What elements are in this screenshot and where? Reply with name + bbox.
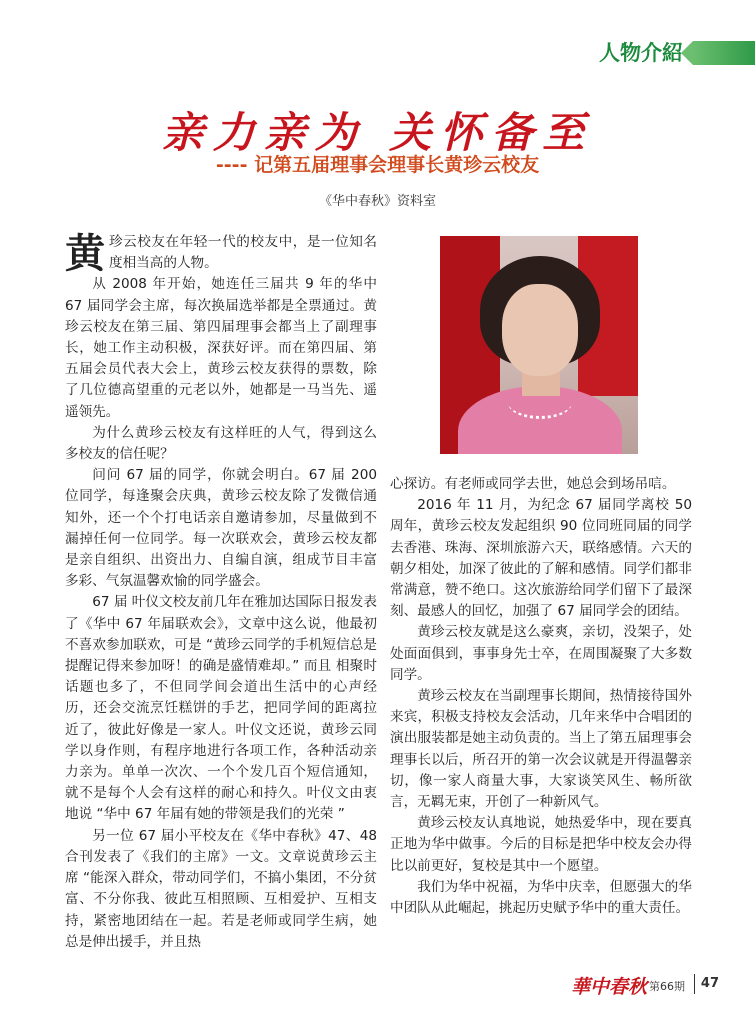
magazine-logo: 華中春秋: [570, 976, 647, 998]
article-column-left: [65, 232, 377, 953]
paragraph: 黄珍云校友就是这么豪爽，亲切，没架子，处处面面俱到，事事身先士卒，在周围凝聚了大多数同学。: [390, 624, 692, 683]
paragraph: 黄珍云校友在年轻一代的校友中，是一位知名度相当高的人物。: [65, 230, 377, 277]
issue-number: 第66期: [649, 980, 685, 993]
section-header: [505, 38, 755, 68]
footer-divider: [694, 974, 695, 994]
paragraph: 心探访。有老师或同学去世，她总会到场吊唁。: [390, 476, 676, 492]
paragraph: 67 届 叶仪文校友前几年在雅加达国际日报发表了《华中 67 年届联欢会》，文章中这么说，他最初不喜欢参加联欢，可是 “黄珍云同学的手机短信总是提醒记得来参加呀！的确是盛情难却。” 而且 相聚时话题也多了，不但同学间会道出生活中的心声经历，还会交流烹饪糕饼的手艺，把同学间的距离拉近了，彼此好像是一家人。叶仪文还说，黄珍云同学以身作则，有程序地进行各项工作，各种活动亲力亲为。单单一次次、一个个发几百个短信通知，就不是每个人会有这样的耐心和持久。叶仪文由衷地说 “华中 67 年届有她的带领是我们的光荣 ”: [65, 594, 377, 823]
paragraph: 黄珍云校友在当副理事长期间，热情接待国外来宾，积极支持校友会活动，几年来华中合唱团的演出服装都是她主动负责的。当上了第五届理事会理事长以后，所召开的第一次会议就是开得温馨亲切，像一家人商量大事，大家谈笑风生、畅所欲言，无羁无束，开创了一种新风气。: [390, 688, 692, 811]
page-number: 47: [700, 976, 719, 991]
article-column-right: [390, 474, 692, 919]
article-subtitle: ---- 记第五届理事会理事长黄珍云校友: [215, 154, 540, 176]
page-footer: [525, 972, 725, 998]
paragraph: 我们为华中祝福，为华中庆幸，但愿强大的华中团队从此崛起，挑起历史赋予华中的重大责任。: [390, 878, 692, 917]
paragraph: 黄珍云校友认真地说，她热爱华中，现在要真正地为华中做事。今后的目标是把华中校友会办得比以前更好，复校是其中一个愿望。: [390, 815, 692, 874]
green-tab-icon: [693, 41, 755, 65]
paragraph: 另一位 67 届小平校友在《华中春秋》47、48 合刊发表了《我们的主席》一文。文章说黄珍云主席 “能深入群众，带动同学们，不搞小集团，不分贫富、不分你我、彼此互相照顾、互相爱护、互相支持，紧密地团结在一起。若是老师或同学生病，她总是伸出援手，并且热: [65, 827, 377, 950]
paragraph: 为什么黄珍云校友有这样旺的人气，得到这么多校友的信任呢？: [65, 424, 377, 463]
article-title: 亲力亲为 关怀备至: [161, 108, 594, 157]
portrait-photo: [440, 236, 638, 454]
dropcap: 黄: [65, 230, 105, 277]
section-label: 人物介紹: [599, 40, 683, 65]
article-source: 《华中春秋》资料室: [318, 194, 436, 209]
paragraph: 问问 67 届的同学，你就会明白。67 届 200 位同学，每逢聚会庆典，黄珍云校友除了发微信通知外，还一个个打电话亲自邀请参加，尽量做到不漏掉任何一位同学。每一次联欢会，黄珍云校友都是亲自组织、出资出力、自编自演，组成节目丰富多彩、气氛温馨欢愉的同学盛会。: [65, 467, 377, 590]
paragraph: 从 2008 年开始，她连任三届共 9 年的华中 67 届同学会主席，每次换届选举都是全票通过。黄珍云校友在第三届、第四届理事会都当上了副理事长，她工作主动积极，深获好评。而在第四届、第五届会员代表大会上，黄珍云校友获得的票数，除了几位德高望重的元老以外，她都是一马当先、遥遥领先。: [65, 276, 377, 420]
paragraph: 2016 年 11 月，为纪念 67 届同学离校 50 周年，黄珍云校友发起组织 90 位同班同届的同学去香港、珠海、深圳旅游六天，联络感情。六天的朝夕相处，加深了彼此的了解和感情。同学们都非常满意，赞不绝口。这次旅游给同学们留下了最深刻、最感人的回忆，加强了 67 届同学会的团结。: [390, 497, 692, 620]
